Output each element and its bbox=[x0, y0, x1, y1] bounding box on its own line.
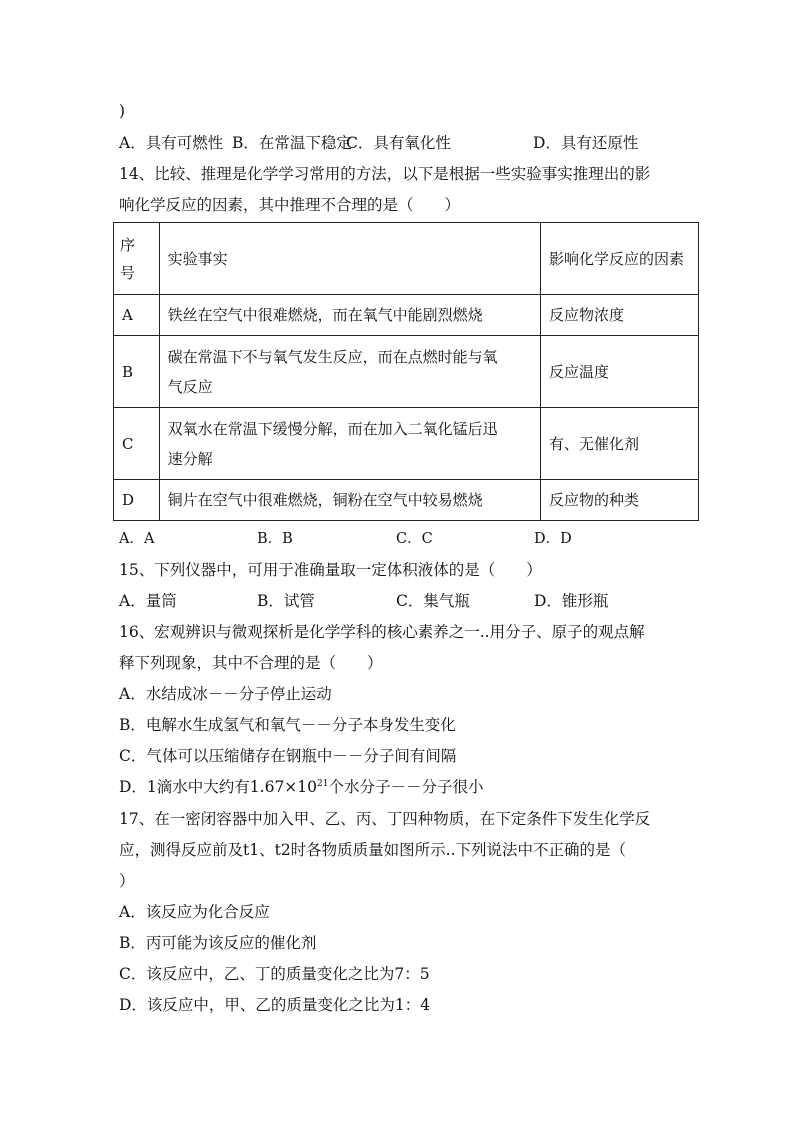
row-fact: 铜片在空气中很难燃烧，铜粉在空气中较易燃烧 bbox=[159, 480, 540, 521]
option-c: C．集气瓶 bbox=[396, 592, 470, 610]
row-fact: 铁丝在空气中很难燃烧，而在氧气中能剧烈燃烧 bbox=[159, 295, 540, 336]
option-d: D．D bbox=[534, 531, 572, 547]
q14-stem-line-1: 14、比较、推理是化学学习常用的方法，以下是根据一些实验事实推理出的影 bbox=[119, 165, 651, 183]
table-row bbox=[114, 336, 699, 408]
option-a: A．量筒 bbox=[119, 592, 177, 610]
option-c: C．气体可以压缩储存在钢瓶中－－分子间有间隔 bbox=[119, 747, 457, 765]
row-no: C bbox=[114, 408, 160, 480]
option-b: B．B bbox=[257, 531, 293, 547]
exponent: 21 bbox=[317, 778, 329, 789]
option-b: B．试管 bbox=[257, 592, 315, 610]
row-fact: 碳在常温下不与氧气发生反应，而在点燃时能与氧气反应 bbox=[159, 336, 540, 408]
q15-stem: 15、下列仪器中，可用于准确量取一定体积液体的是（ ） bbox=[119, 561, 542, 579]
option-d: D．具有还原性 bbox=[533, 134, 639, 152]
q17-stem-line-3: ） bbox=[119, 872, 135, 890]
q17-stem-line-2: 应，测得反应前及t1、t2时各物质质量如图所示..下列说法中不正确的是（ bbox=[119, 841, 627, 859]
table-header-row bbox=[114, 223, 699, 295]
option-d: D．锥形瓶 bbox=[534, 592, 609, 610]
row-no: D bbox=[114, 480, 160, 521]
option-a: A．水结成冰－－分子停止运动 bbox=[119, 685, 332, 703]
option-b: B．在常温下稳定 bbox=[232, 134, 352, 152]
option-c: C．该反应中，乙、丁的质量变化之比为7：5 bbox=[119, 965, 430, 983]
row-factor: 反应温度 bbox=[541, 336, 699, 408]
table-row bbox=[114, 480, 699, 521]
row-factor: 反应物的种类 bbox=[541, 480, 699, 521]
header-fact: 实验事实 bbox=[159, 223, 540, 295]
q14-stem-line-2: 响化学反应的因素，其中推理不合理的是（ ） bbox=[119, 196, 461, 214]
header-factor: 影响化学反应的因素 bbox=[541, 223, 699, 295]
option-c: C．具有氧化性 bbox=[346, 134, 451, 152]
option-a: A．该反应为化合反应 bbox=[119, 903, 270, 921]
option-d: D．1滴水中大约有$1.67\times 10^{21}$个水分子－－分子很小 bbox=[119, 778, 484, 796]
table-row bbox=[114, 295, 699, 336]
row-factor: 有、无催化剂 bbox=[541, 408, 699, 480]
option-d: D．该反应中，甲、乙的质量变化之比为1：4 bbox=[119, 996, 431, 1014]
q16-stem-line-1: 16、宏观辨识与微观探析是化学学科的核心素养之一..用分子、原子的观点解 bbox=[119, 623, 645, 641]
q17-stem-line-1: 17、在一密闭容器中加入甲、乙、丙、丁四种物质，在下定条件下发生化学反 bbox=[119, 810, 651, 828]
stem-fragment: ) bbox=[119, 102, 126, 120]
option-a: A．具有可燃性 bbox=[119, 134, 224, 152]
header-no: 序号 bbox=[114, 223, 160, 295]
row-factor: 反应物浓度 bbox=[541, 295, 699, 336]
option-b: B．丙可能为该反应的催化剂 bbox=[119, 934, 317, 952]
row-no: A bbox=[114, 295, 160, 336]
option-a: A．A bbox=[119, 531, 155, 547]
row-fact: 双氧水在常温下缓慢分解，而在加入二氧化锰后迅速分解 bbox=[159, 408, 540, 480]
table-row bbox=[114, 408, 699, 480]
experiment-table bbox=[113, 222, 699, 521]
option-b: B．电解水生成氢气和氧气－－分子本身发生变化 bbox=[119, 716, 456, 734]
option-c: C．C bbox=[396, 531, 433, 547]
q16-stem-line-2: 释下列现象，其中不合理的是（ ） bbox=[119, 654, 383, 672]
row-no: B bbox=[114, 336, 160, 408]
